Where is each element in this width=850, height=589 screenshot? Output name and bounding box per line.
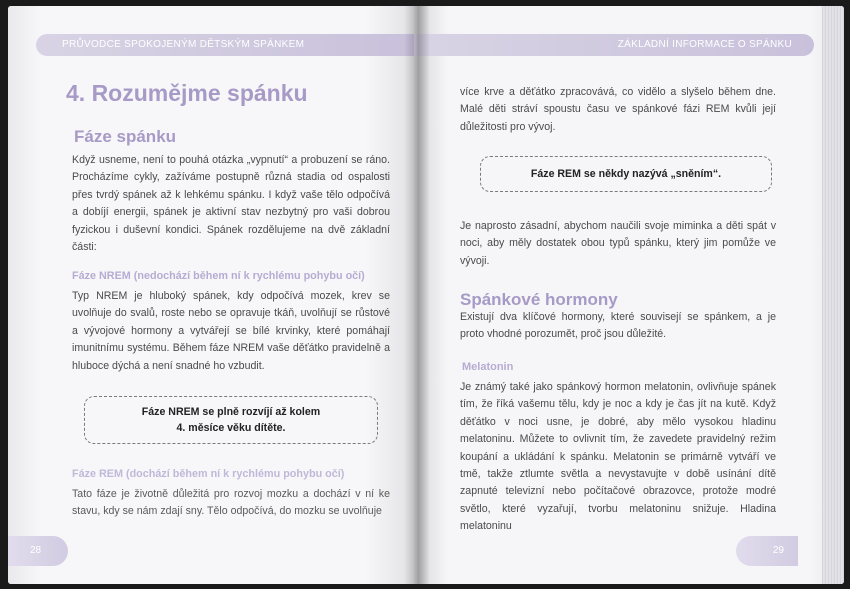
right-page-number: 29 xyxy=(736,536,798,566)
melatonin-paragraph: Je známý také jako spánkový hormon melatonin, ovlivňuje spánek tím, že říká vašemu tělu, kdy je noc a kdy je čas jít na kutě. Když děťátko v noci usne, je dobré, aby mělo vysokou hladinu melatoninu. Můžete to ovlivnit tím, že zavedete pravidelný režim koupání a ukládání k spánku. Melatonin se primárně vytváří ve tmě, takže ztlumte světla a nevystavujte v době usínání dítě zapnuté televizní nebo počítačové obrazovce, protože modré světlo, které vyzařují, tvorbu melatoninu snižuje. Hladina melatoninu xyxy=(460,381,776,533)
left-page-number: 28 xyxy=(8,536,68,566)
rem-paragraph: Tato fáze je životně důležitá pro rozvoj mozku a dochází v ní ke stavu, kdy se nám zdají sny. Tělo odpočívá, do mozku se uvolňuje xyxy=(72,488,390,518)
nrem-callout-box xyxy=(84,396,378,444)
nrem-heading: Fáze NREM (nedochází během ní k rychlému pohybu očí) xyxy=(72,270,365,282)
right-page xyxy=(414,6,844,584)
melatonin-heading: Melatonin xyxy=(462,361,514,373)
rem-callout-box xyxy=(480,156,772,192)
sleep-types-paragraph: Je naprosto zásadní, abychom naučili svoje miminka a děti spát v noci, aby měly dostatek obou typů spánku, který jim pomůže ve vývoji. xyxy=(460,220,776,267)
book-gutter xyxy=(404,6,430,584)
left-page xyxy=(8,6,414,584)
nrem-callout-line1: Fáze NREM se plně rozvíjí až kolem xyxy=(141,406,321,418)
nrem-paragraph: Typ NREM je hluboký spánek, kdy odpočívá mozek, krev se uvolňuje do svalů, roste nebo se opravuje tkáň, uvolňují se růstové a vývojové hormony a vytvářejí se bílé krvinky, které pomáhají imunitnímu systému. Během fáze NREM vaše děťátko pravidelně a hluboce dýchá a není snadné ho vzbudit. xyxy=(72,290,390,372)
rem-heading: Fáze REM (dochází během ní k rychlému pohybu očí) xyxy=(72,468,345,480)
chapter-title: 4. Rozumějme spánku xyxy=(66,80,308,106)
nrem-callout-line2: 4. měsíce věku dítěte. xyxy=(176,422,286,434)
book-spread xyxy=(8,6,844,584)
right-running-header: ZÁKLADNÍ INFORMACE O SPÁNKU xyxy=(414,34,814,56)
rem-continuation-paragraph: více krve a děťátko zpracovává, co vidělo a slyšelo během dne. Malé děti stráví spoustu času ve spánkové fázi REM kvůli její důležitosti pro vývoj. xyxy=(460,86,776,133)
hormones-intro-paragraph: Existují dva klíčové hormony, které souvisejí se spánkem, a je proto vhodné porozumět, proč jsou důležité. xyxy=(460,311,776,341)
page-edge-stack xyxy=(822,6,844,584)
intro-paragraph: Když usneme, není to pouhá otázka „vypnutí“ a probuzení se ráno. Procházíme cykly, zažíváme postupně různá stadia od ospalosti přes tvrdý spánek až k lehkému spánku. I když vaše tělo odpočívá a dobíjí energii, spánek je aktivní stav nezbytný pro vaši dobrou fyzickou i duševní kondici. Spánek rozdělujeme na dvě základní části: xyxy=(72,154,390,254)
section-title-sleep-phases: Fáze spánku xyxy=(74,127,177,146)
rem-callout-text: Fáze REM se někdy nazývá „sněním“. xyxy=(530,168,722,180)
left-running-header: PRŮVODCE SPOKOJENÝM DĚTSKÝM SPÁNKEM xyxy=(36,34,414,56)
section-title-sleep-hormones: Spánkové hormony xyxy=(460,290,618,309)
